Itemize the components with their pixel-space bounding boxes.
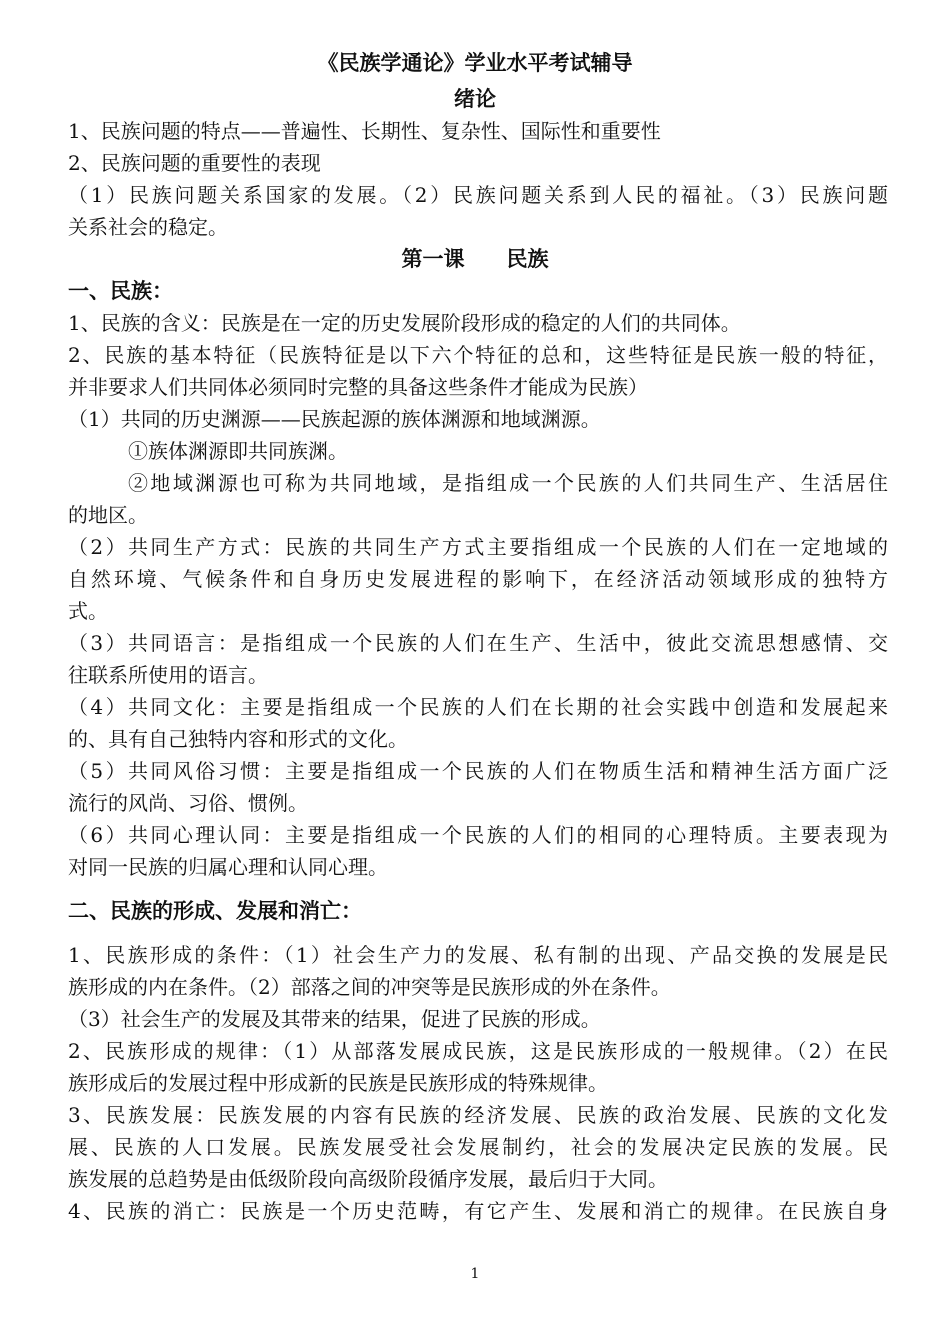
section-2-line: 3、民族发展：民族发展的内容有民族的经济发展、民族的政治发展、民族的文化发: [68, 1103, 888, 1127]
section-2-line: （3）社会生产的发展及其带来的结果，促进了民族的形成。: [68, 1007, 601, 1031]
intro-line-4: 关系社会的稳定。: [68, 215, 228, 239]
intro-line-1: 1、民族问题的特点——普遍性、长期性、复杂性、国际性和重要性: [68, 119, 661, 143]
section-1-line: （3）共同语言：是指组成一个民族的人们在生产、生活中，彼此交流思想感情、交: [68, 631, 888, 655]
section-1-line: 的地区。: [68, 503, 148, 527]
section-1-line: 对同一民族的归属心理和认同心理。: [68, 855, 388, 879]
section-2-line: 族形成的内在条件。（2）部落之间的冲突等是民族形成的外在条件。: [68, 975, 671, 999]
section-2-line: 族形成后的发展过程中形成新的民族是民族形成的特殊规律。: [68, 1071, 608, 1095]
section-2-line: 1、民族形成的条件：（1）社会生产力的发展、私有制的出现、产品交换的发展是民: [68, 943, 888, 967]
section-2-line: 2、民族形成的规律：（1）从部落发展成民族，这是民族形成的一般规律。（2）在民: [68, 1039, 888, 1063]
section-1-line: 式。: [68, 599, 108, 623]
section-1-line: ①族体渊源即共同族渊。: [128, 439, 348, 463]
section-1-line: 流行的风尚、习俗、惯例。: [68, 791, 308, 815]
page-number: 1: [470, 1266, 480, 1282]
section-1-line: 自然环境、气候条件和自身历史发展进程的影响下，在经济活动领域形成的独特方: [68, 567, 888, 591]
section-1-line: （4）共同文化：主要是指组成一个民族的人们在长期的社会实践中创造和发展起来: [68, 695, 888, 719]
intro-line-3: （1）民族问题关系国家的发展。（2）民族问题关系到人民的福祉。（3）民族问题: [68, 183, 888, 207]
section-1-line: ②地域渊源也可称为共同地域，是指组成一个民族的人们共同生产、生活居住: [128, 471, 888, 495]
intro-line-2: 2、民族问题的重要性的表现: [68, 151, 321, 175]
intro-heading: 绪论: [454, 86, 496, 111]
section-1-line: 1、民族的含义：民族是在一定的历史发展阶段形成的稳定的人们的共同体。: [68, 311, 741, 335]
lesson-title: 第一课 民族: [401, 246, 549, 271]
section-1-line: （2）共同生产方式：民族的共同生产方式主要指组成一个民族的人们在一定地域的: [68, 535, 888, 559]
section-2-line: 族发展的总趋势是由低级阶段向高级阶段循序发展，最后归于大同。: [68, 1167, 668, 1191]
section-2-heading: 二、民族的形成、发展和消亡：: [68, 898, 362, 923]
section-2-line: 展、民族的人口发展。民族发展受社会发展制约，社会的发展决定民族的发展。民: [68, 1135, 888, 1159]
section-2-line: 4、民族的消亡：民族是一个历史范畴，有它产生、发展和消亡的规律。在民族自身: [68, 1199, 888, 1223]
section-1-line: 2、民族的基本特征（民族特征是以下六个特征的总和，这些特征是民族一般的特征，: [68, 343, 888, 367]
document-title: 《民族学通论》学业水平考试辅导: [317, 50, 633, 75]
section-1-line: （5）共同风俗习惯：主要是指组成一个民族的人们在物质生活和精神生活方面广泛: [68, 759, 888, 783]
section-1-line: 往联系所使用的语言。: [68, 663, 268, 687]
section-1-line: （6）共同心理认同：主要是指组成一个民族的人们的相同的心理特质。主要表现为: [68, 823, 888, 847]
section-1-line: 并非要求人们共同体必须同时完整的具备这些条件才能成为民族）: [68, 375, 648, 399]
section-1-line: 的、具有自己独特内容和形式的文化。: [68, 727, 408, 751]
section-1-heading: 一、民族：: [68, 278, 173, 303]
section-1-line: （1）共同的历史渊源——民族起源的族体渊源和地域渊源。: [68, 407, 601, 431]
